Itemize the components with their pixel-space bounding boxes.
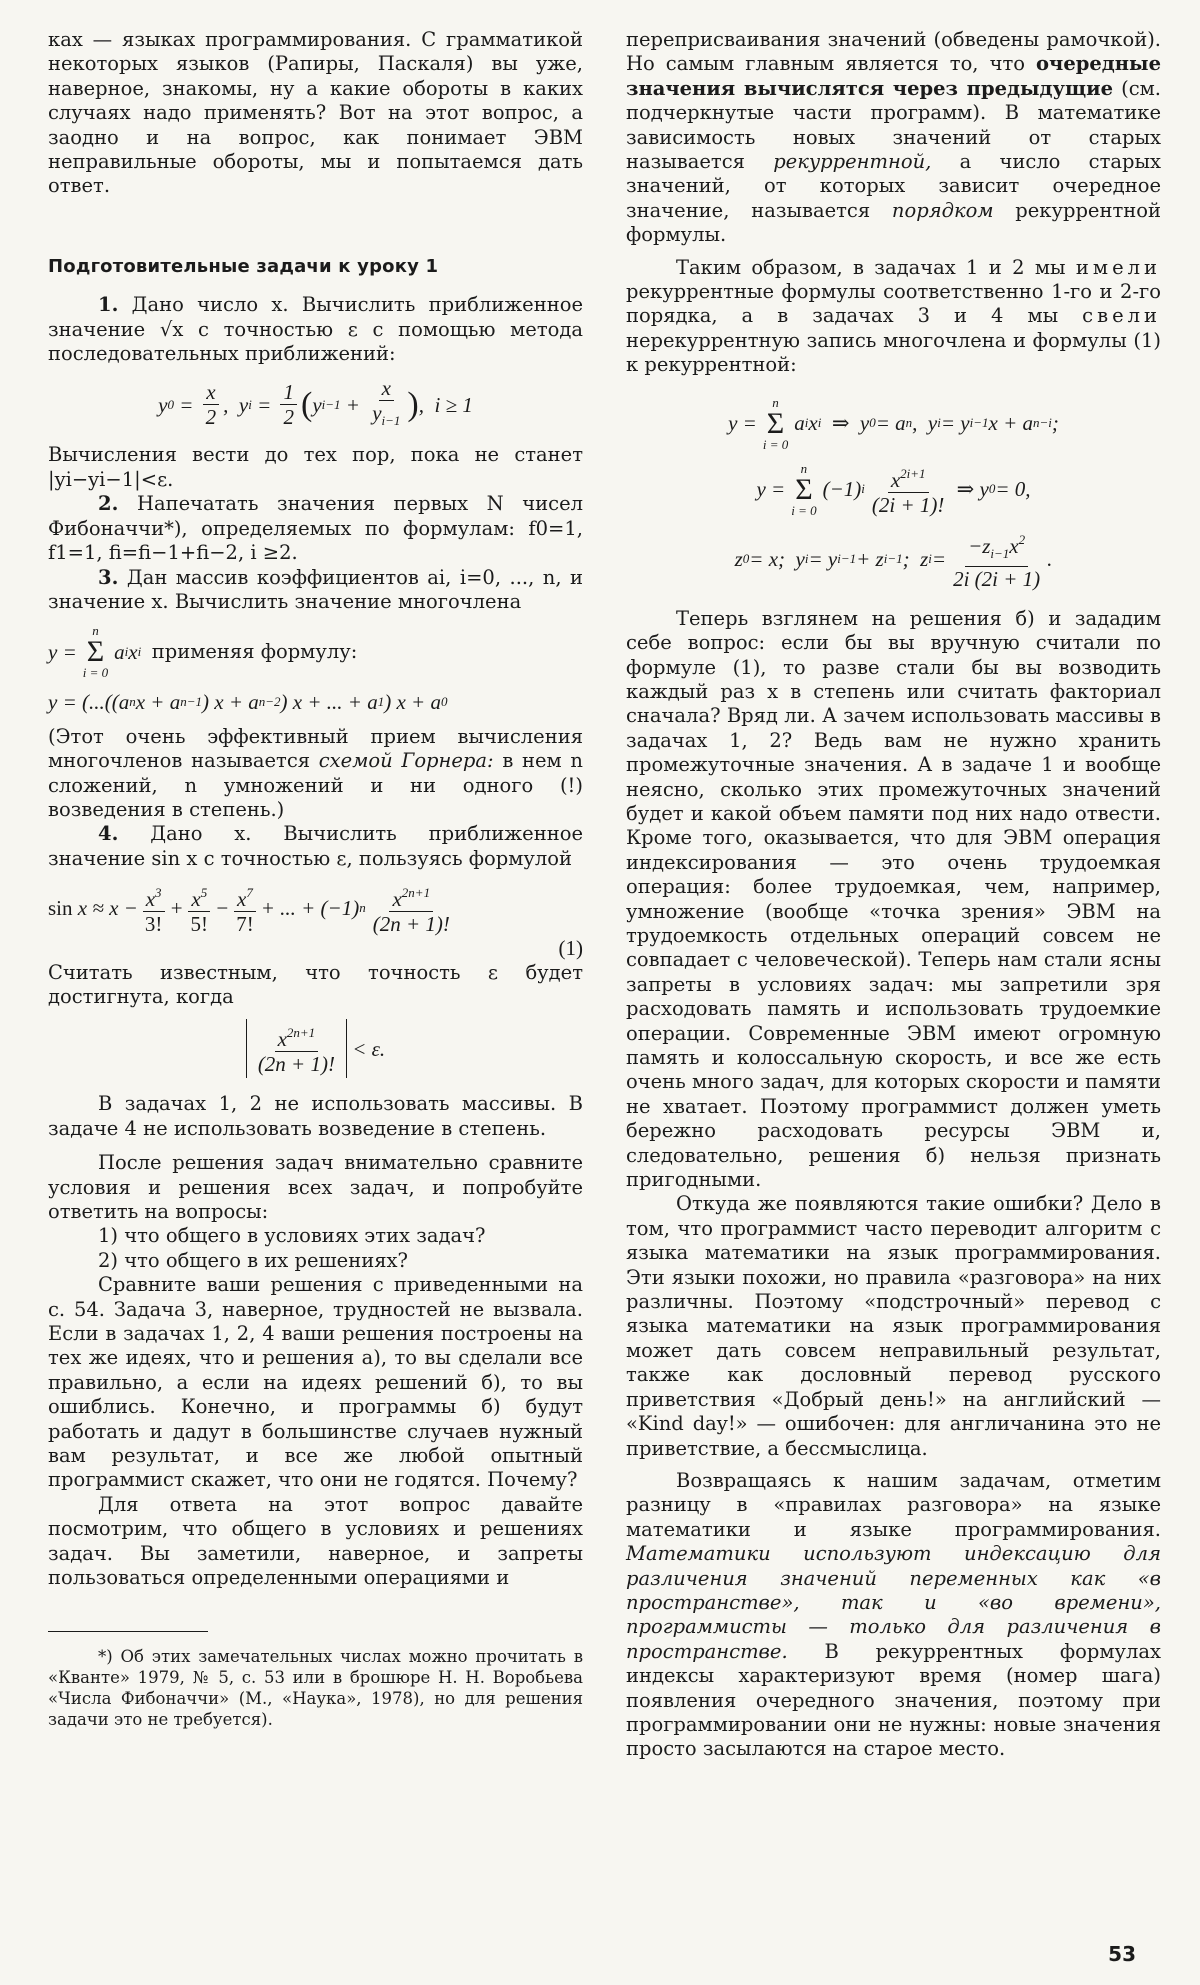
task-4 <box>48 822 583 871</box>
task-2-text: Напечатать значения первых N чисел Фибоначчи*), определяемых по формулам: f0=1, f1=1, fi=fi−1+fi−2, i ≥2. <box>48 492 583 565</box>
formula-sin-recurrence: y = n Σ i = 0 (−1) i $\frac{x^{2i+1}}{(2i + 1)!}$ ⇒ y 0 = 0, <box>756 460 1031 518</box>
spaced-word-had: имели <box>1075 255 1161 279</box>
thus-text-2: рекуррентные формулы соответственно 1-го и 2-го порядка, а в задачах 3 и 4 мы <box>626 280 1161 328</box>
intro-paragraph: ках — языках программирования. С грамматикой некоторых языков (Рапиры, Паскаля) вы уже, наверное, знакомы, ну а какие обороты в каких случаях надо применять? Вот на этот вопрос, а заодно и на вопрос, как понимает ЭВМ неправильные обороты, мы и попытаемся дать ответ. <box>48 28 583 198</box>
formula-polynomial-recurrence: y = n Σ i = 0 a i x i ⇒ y 0 = a n , y i = y i−1 x + a n−i ; <box>728 394 1059 452</box>
recurrence-emphasis: очередные значения вычислятся через предыдущие <box>626 52 1161 100</box>
footnote: *) Об этих замечательных числах можно прочитать в «Кванте» 1979, № 5, с. 53 или в брошюре Н. Н. Воробьева «Числа Фибоначчи» (М., «Наука», 1978), но для решения задачи это не требуется). <box>48 1646 583 1729</box>
task-1-stop-condition: Вычисления вести до тех пор, пока не станет |yi−yi−1|<ε. <box>48 443 583 491</box>
paragraph-now-look: Теперь взглянем на решения б) и зададим себе вопрос: если бы вы вручную считали по формуле (1), то разве стали бы вы возводить каждый раз x в степень или считать факториал сначала? Вряд ли. А зачем использовать массивы в задачах 1, 2? Ведь вам не нужно хранить промежуточные значения. А в задаче 1 и вообще неясно, сколько этих промежуточных значений будет и какой объем памяти под них надо отвести. Кроме того, оказывается, что для ЭВМ операция индексирования — это очень трудоемкая операция: более трудоемкая, чем, например, умножение (вообще «точка зрения» ЭВМ на трудоемкость отдельных операций совсем не совпадает с человеческой). Теперь нам стали ясны запреты в условиях задач: мы запретили зря расходовать память и использовать трудоемкие операции. Современные ЭВМ имеют огромную память и колоссальную скорость, и все же есть очень много задач, для которых скорости и памяти не хватает. Поэтому программист должен уметь бережно расходовать ресурсы ЭВМ и, следовательно, решения б) нельзя признать пригодными. <box>626 606 1161 1192</box>
task-1 <box>48 293 583 366</box>
paragraph-solutions: Сравните ваши решения с приведенными на с. 54. Задача 3, наверное, трудностей не вызвала. Если в задачах 1, 2, 4 ваши решения построены на тех же идеях, что и решения а), то вы сделали все правильно, а если на идеях решений б), то вы ошиблись. Конечно, и программы б) будут работать и дадут в большинстве случаев нужный вам результат, и все же любой опытный программист скажет, что они не годятся. Почему? <box>48 1273 583 1492</box>
formula-newton: y 0 = $\frac{x}{2}$ , y i = $\frac{1}{2}$ ( y i−1 + $\frac{x}{y_{i-1}}$ ) , i ≥ 1 <box>158 376 473 430</box>
footnote-rule <box>48 1631 208 1632</box>
formula-horner: y = (...((a n x + a n−1 ) x + a n−2 ) x + ... + a 1 ) x + a 0 <box>48 690 448 715</box>
page-number: 53 <box>1108 1942 1136 1966</box>
paragraph-compare: После решения задач внимательно сравните условия и решения всех задач, и попробуйте ответить на вопросы: <box>48 1151 583 1223</box>
question-1: 1) что общего в условиях этих задач? <box>98 1224 486 1248</box>
recurrence-text-2: (см. подчеркнутые части программ). В математике зависимость новых значений от старых называется <box>626 76 1161 174</box>
formula-sin-series: sin x ≈ x − $\frac{x^3}{3!}$ + $\frac{x^5}{5!}$ − $\frac{x^7}{7!}$ + ... + (−1) n $\frac{x^{2n+1}}{(2n + 1)!}$ <box>48 881 583 936</box>
task-1-text: Дано число x. Вычислить приближенное значение √x с точностью ε с помощью метода последовательных приближений: <box>48 293 583 366</box>
section-heading: Подготовительные задачи к уроку 1 <box>48 255 439 277</box>
equation-1-label: (1) <box>558 936 583 961</box>
paragraph-answer: Для ответа на этот вопрос давайте посмотрим, что общего в условиях и решениях задач. Вы заметили, наверное, и запреты пользоваться определенными операциями и <box>48 1492 583 1590</box>
paragraph-errors: Откуда же появляются такие ошибки? Дело в том, что программист часто переводит алгоритм с языка математики на язык программирования. Эти языки похожи, но правила «разговора» на них различны. Поэтому «подстрочный» перевод с языка математики на язык программирования может дать совсем неправильный результат, также как дословный перевод русского приветствия «Добрый день!» на английский — «Kind day!» — ошибочен: для англичанина это не приветствие, а бессмыслица. <box>626 1192 1161 1460</box>
recurrence-text-3: а число старых значений, от которых зависит очередное значение, называется <box>626 150 1161 222</box>
paragraph-returning <box>626 1469 1161 1762</box>
recurrence-text-4: рекуррентной формулы. <box>626 198 1161 247</box>
task-3-apply-text: применяя формулу: <box>151 640 358 664</box>
term-order: порядком <box>891 198 994 222</box>
task-3-text: Дан массив коэффициентов ai, i=0, ..., n, и значение x. Вычислить значение многочлена <box>48 565 584 613</box>
recurrence-text-1: переприсваивания значений (обведены рамочкой). Но самым главным является то, что <box>626 28 1161 76</box>
formula-z-recurrence: z 0 = x; y i = y i−1 + z i−1 ; z i = $\frac{-z_{i-1}x^2}{2i (2i + 1)}$ . <box>626 528 1161 591</box>
right-column <box>626 28 1161 1762</box>
horner-scheme-name: схемой Горнера: <box>318 749 494 773</box>
returning-text-1: Возвращаясь к нашим задачам, отметим разницу в «правилах разговора» на языке математики и языке программирования. <box>626 1468 1161 1541</box>
task-3-number: 3. <box>98 565 119 589</box>
thus-text-1: Таким образом, в задачах 1 и 2 мы <box>676 255 1076 279</box>
term-recurrent: рекуррентной, <box>773 150 932 174</box>
horner-note-start: (Этот очень эффективный прием вычисления многочленов называется <box>48 724 583 773</box>
task-2 <box>48 492 583 565</box>
returning-emphasis: Математики используют индексацию для различения значений переменных как «в пространстве», так и «во времени», программисты — только для различения в пространстве. <box>626 1542 1161 1663</box>
equation-1-label-row <box>48 936 583 960</box>
task-3 <box>48 566 583 615</box>
paragraph-recurrence <box>626 28 1161 248</box>
thus-text-3: нерекуррентную запись многочлена и формулы (1) к рекуррентной: <box>626 328 1161 377</box>
task-2-number: 2. <box>98 492 119 516</box>
question-2: 2) что общего в их решениях? <box>98 1248 408 1272</box>
left-column <box>48 28 583 1730</box>
returning-text-2: В рекуррентных формулах индексы характеризуют время (номер шага) появления очередного значения, поэтому при программировании они не нужны: новые значения просто засылаются на старое место. <box>626 1639 1161 1761</box>
paragraph-restrictions: В задачах 1, 2 не использовать массивы. В задаче 4 не использовать возведение в степень. <box>48 1092 583 1140</box>
paragraph-thus <box>626 256 1161 378</box>
task-4-number: 4. <box>98 822 119 846</box>
task-1-number: 1. <box>98 293 119 317</box>
formula-polynomial: y = n Σ i = 0 a i x i применяя формулу: <box>48 623 358 681</box>
formula-accuracy: $\frac{x^{2n+1}}{(2n + 1)!}$ < ε. <box>48 1019 583 1078</box>
task-4-text: Дано x. Вычислить приближенное значение sin x с точностью ε, пользуясь формулой <box>48 822 583 870</box>
horner-note <box>48 725 583 823</box>
horner-note-end: в нем n сложений, n умножений и ни одного (!) возведения в степень.) <box>48 749 583 821</box>
spaced-word-reduced: свели <box>1082 304 1161 328</box>
task-4-accuracy: Считать известным, что точность ε будет достигнута, когда <box>48 960 583 1008</box>
